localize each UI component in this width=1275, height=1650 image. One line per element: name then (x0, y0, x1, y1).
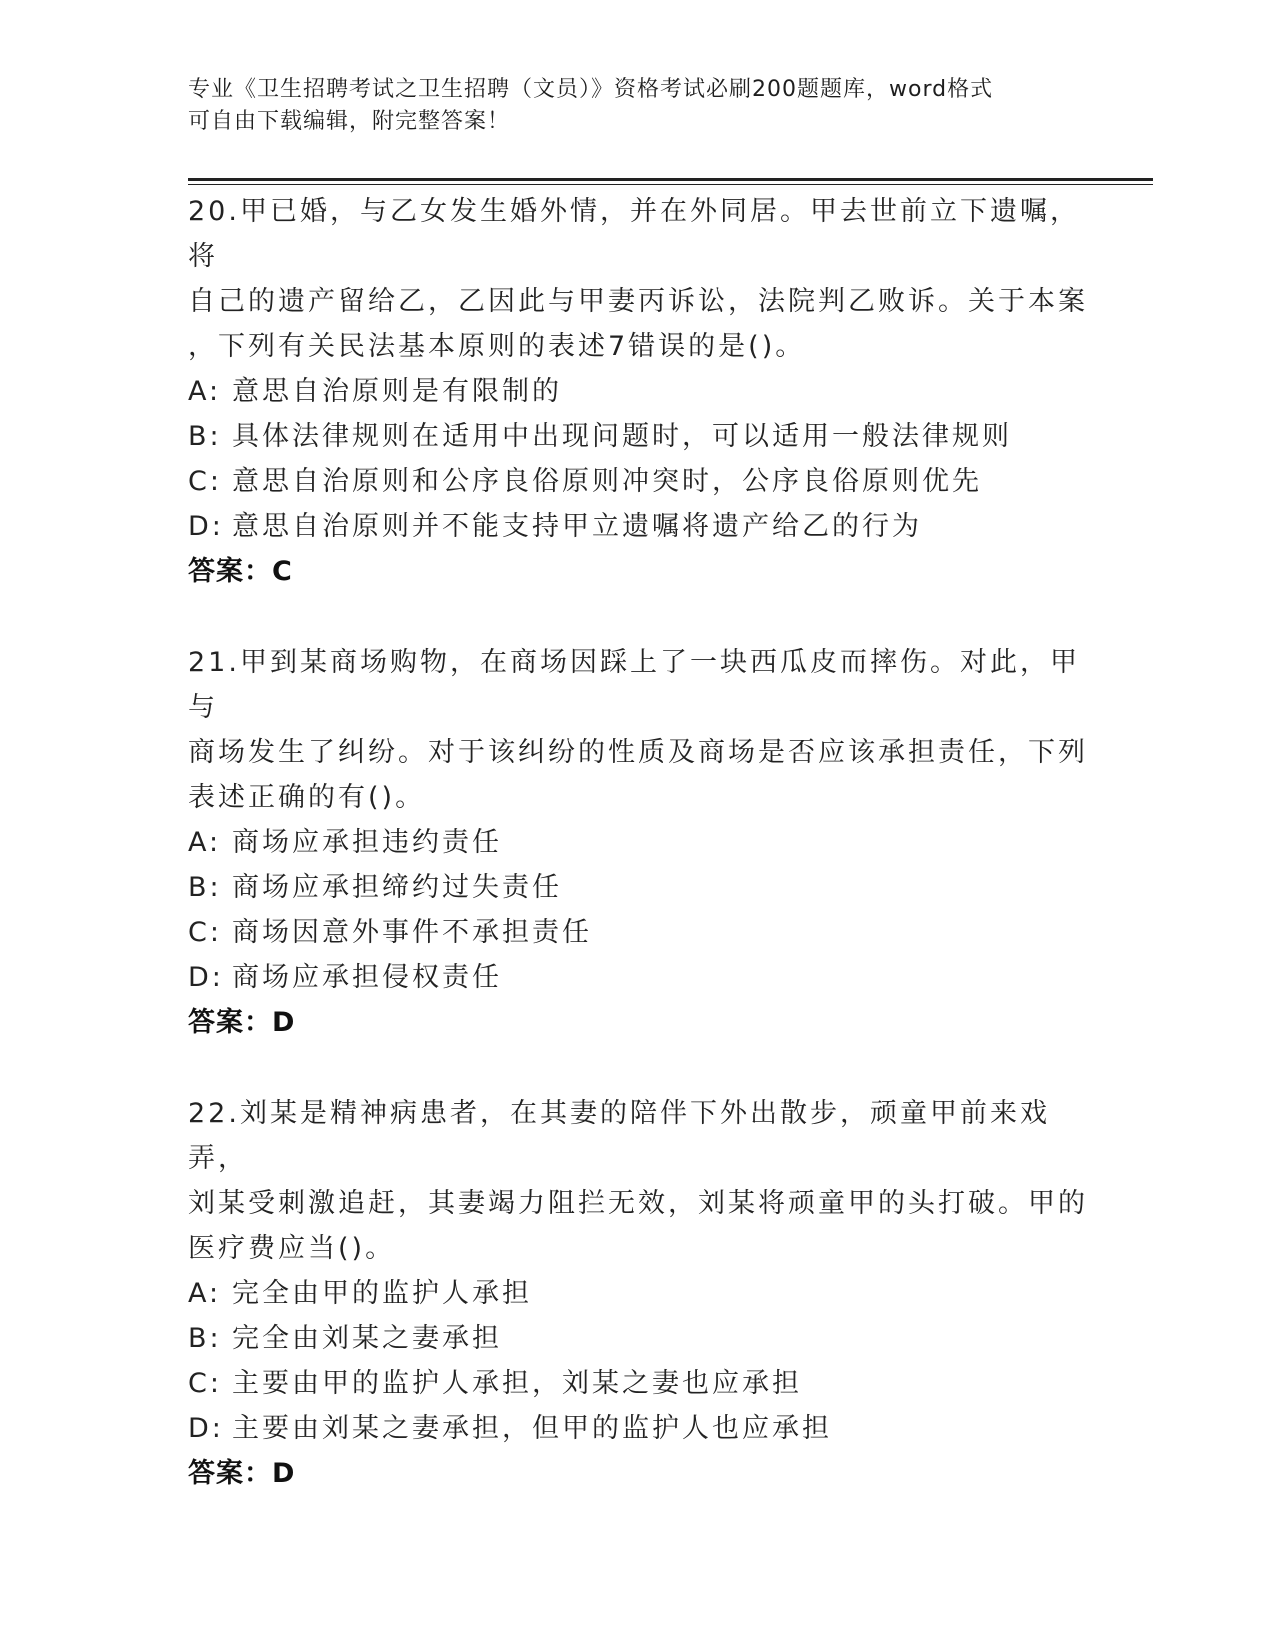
header-title-line: 专业《卫生招聘考试之卫生招聘（文员）》资格考试必刷200题题库，word格式 (188, 77, 994, 102)
option-text: 商场应承担缔约过失责任 (232, 872, 562, 903)
question-22 (188, 1091, 1088, 1496)
answer-line: 答案：C (188, 556, 293, 587)
option-text: 具体法律规则在适用中出现问题时，可以适用一般法律规则 (232, 421, 1012, 452)
option-a (188, 369, 1088, 414)
option-letter: A: (188, 1278, 222, 1309)
option-text: 完全由刘某之妻承担 (232, 1323, 502, 1354)
header-divider-thick (188, 178, 1153, 181)
option-b (188, 865, 1088, 910)
option-letter: B: (188, 421, 222, 452)
option-text: 意思自治原则并不能支持甲立遗嘱将遗产给乙的行为 (232, 511, 922, 542)
option-c (188, 1361, 1088, 1406)
header-divider-thin (188, 184, 1153, 185)
option-text: 意思自治原则和公序良俗原则冲突时，公序良俗原则优先 (232, 466, 982, 497)
option-text: 商场应承担侵权责任 (232, 962, 502, 993)
option-letter: C: (188, 1368, 222, 1399)
option-letter: B: (188, 872, 222, 903)
option-text: 主要由甲的监护人承担，刘某之妻也应承担 (232, 1368, 802, 1399)
option-text: 完全由甲的监护人承担 (232, 1278, 532, 1309)
question-stem: 20.甲已婚，与乙女发生婚外情，并在外同居。甲去世前立下遗嘱，将 自己的遗产留给乙，乙因此与甲妻丙诉讼，法院判乙败诉。关于本案 ，下列有关民法基本原则的表述7错误的是()。 (188, 196, 1088, 362)
option-text: 商场应承担违约责任 (232, 827, 502, 858)
option-b (188, 1316, 1088, 1361)
question-stem: 21.甲到某商场购物，在商场因踩上了一块西瓜皮而摔伤。对此，甲与 商场发生了纠纷。对于该纠纷的性质及商场是否应该承担责任，下列 表述正确的有()。 (188, 647, 1088, 813)
option-c (188, 459, 1088, 504)
question-21 (188, 640, 1088, 1045)
option-c (188, 910, 1088, 955)
option-d (188, 504, 1088, 549)
option-letter: D: (188, 962, 224, 993)
answer-line: 答案：D (188, 1458, 296, 1489)
option-letter: C: (188, 917, 222, 948)
option-b (188, 414, 1088, 459)
question-20 (188, 189, 1088, 594)
option-letter: D: (188, 511, 224, 542)
option-d (188, 1406, 1088, 1451)
header-subtitle-line: 可自由下载编辑，附完整答案！ (188, 109, 511, 134)
question-stem: 22.刘某是精神病患者，在其妻的陪伴下外出散步，顽童甲前来戏弄， 刘某受刺激追赶，其妻竭力阻拦无效，刘某将顽童甲的头打破。甲的 医疗费应当()。 (188, 1098, 1088, 1264)
option-text: 主要由刘某之妻承担，但甲的监护人也应承担 (232, 1413, 832, 1444)
option-letter: A: (188, 827, 222, 858)
option-a (188, 1271, 1088, 1316)
option-letter: C: (188, 466, 222, 497)
option-a (188, 820, 1088, 865)
option-text: 意思自治原则是有限制的 (232, 376, 562, 407)
option-letter: B: (188, 1323, 222, 1354)
document-header (188, 74, 1088, 138)
option-letter: A: (188, 376, 222, 407)
option-d (188, 955, 1088, 1000)
option-text: 商场因意外事件不承担责任 (232, 917, 592, 948)
question-list (188, 189, 1088, 1542)
answer-line: 答案：D (188, 1007, 296, 1038)
option-letter: D: (188, 1413, 224, 1444)
